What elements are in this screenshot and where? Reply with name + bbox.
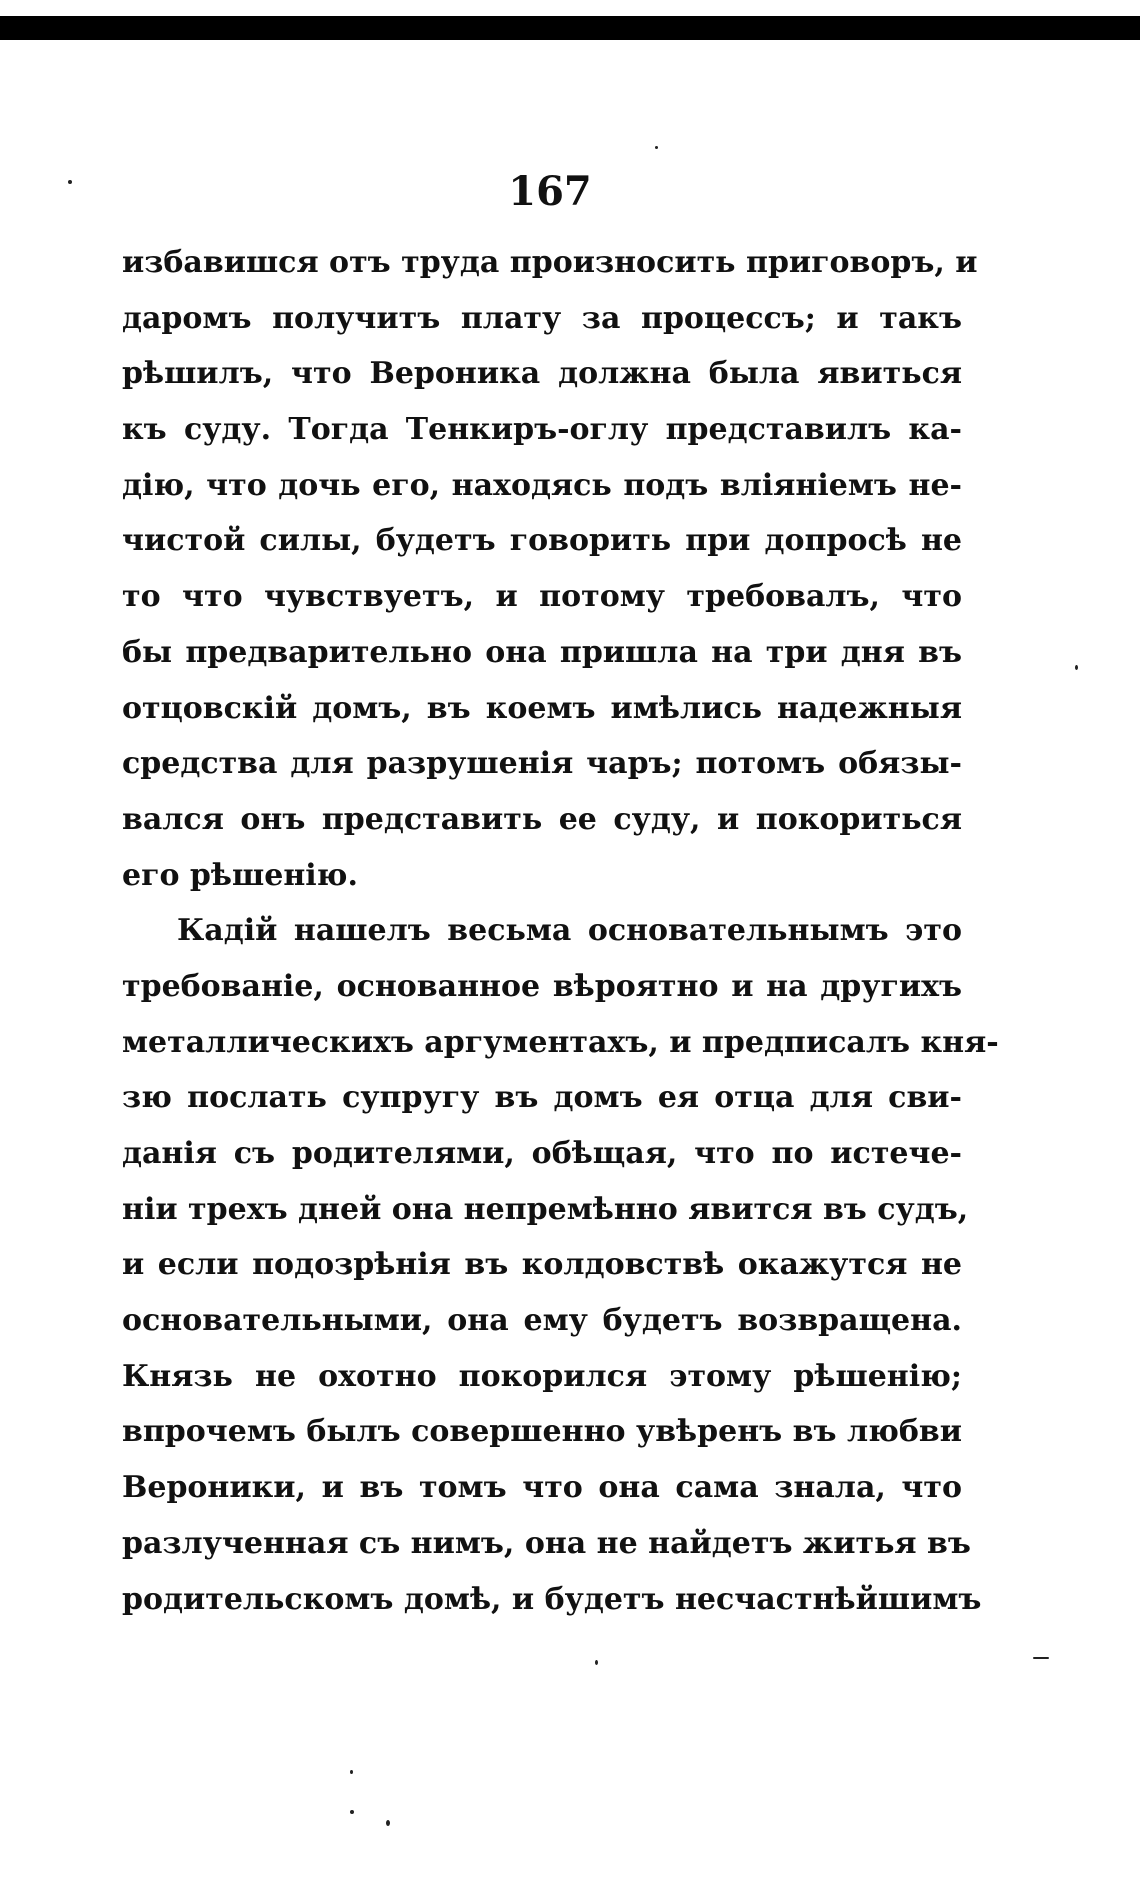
scan-speck — [1075, 665, 1078, 670]
text-line: данія съ родителями, обѣщая, что по истече- — [122, 1136, 962, 1171]
text-line: и если подозрѣнія въ колдовствѣ окажутся не — [122, 1247, 962, 1283]
scan-speck — [1033, 1657, 1049, 1659]
scan-speck — [595, 1660, 598, 1665]
text-line: чистой силы, будетъ говорить при допросѣ не — [122, 523, 962, 559]
text-line: бы предварительно она пришла на три дня въ — [122, 634, 962, 670]
text-line: зю послать супругу въ домъ ея отца для сви- — [122, 1080, 962, 1116]
text-line: рѣшилъ, что Вероника должна была явиться — [122, 356, 962, 392]
scan-speck — [386, 1820, 390, 1826]
text-line: дію, что дочь его, находясь подъ вліяніемъ не- — [122, 467, 962, 503]
text-line: разлученная съ нимъ, она не найдетъ житья въ — [122, 1525, 971, 1561]
paragraph-1 — [122, 235, 978, 903]
page-number: 167 — [508, 168, 592, 215]
text-line: впрочемъ былъ совершенно увѣренъ въ любви — [122, 1414, 962, 1450]
text-line: къ суду. Тогда Тенкиръ-оглу представилъ ка- — [122, 412, 962, 448]
text-line: вался онъ представить ее суду, и покориться — [122, 801, 962, 837]
text-line: ніи трехъ дней она непремѣнно явится въ судъ, — [122, 1191, 969, 1227]
text-line: Князь не охотно покорился этому рѣшенію; — [122, 1358, 962, 1394]
text-line: то что чувствуетъ, и потому требовалъ, что — [122, 579, 962, 615]
text-line: металлическихъ аргументахъ, и предписалъ кня- — [122, 1024, 999, 1060]
text-line: средства для разрушенія чаръ; потомъ обязы- — [122, 746, 962, 782]
text-line: его рѣшенію. — [122, 857, 358, 893]
text-line: родительскомъ домѣ, и будетъ несчастнѣйшимъ — [122, 1581, 982, 1617]
text-line: Кадій нашелъ весьма основательнымъ это — [177, 913, 962, 949]
body-text — [122, 235, 999, 1627]
text-line: требованіе, основанное вѣроятно и на другихъ — [122, 968, 962, 1004]
paragraph-2 — [122, 903, 999, 1627]
text-line: основательными, она ему будетъ возвращена. — [122, 1303, 962, 1339]
scan-speck — [350, 1810, 354, 1814]
scan-speck — [655, 146, 658, 149]
top-border-rule — [0, 16, 1140, 40]
scan-speck — [68, 180, 72, 184]
text-line: Вероники, и въ томъ что она сама знала, что — [122, 1470, 962, 1506]
text-line: даромъ получитъ плату за процессъ; и такъ — [122, 300, 962, 336]
scan-speck — [350, 1770, 353, 1774]
text-line: избавишся отъ труда произносить приговоръ, и — [122, 245, 978, 280]
text-line: отцовскій домъ, въ коемъ имѣлись надежныя — [122, 690, 962, 726]
